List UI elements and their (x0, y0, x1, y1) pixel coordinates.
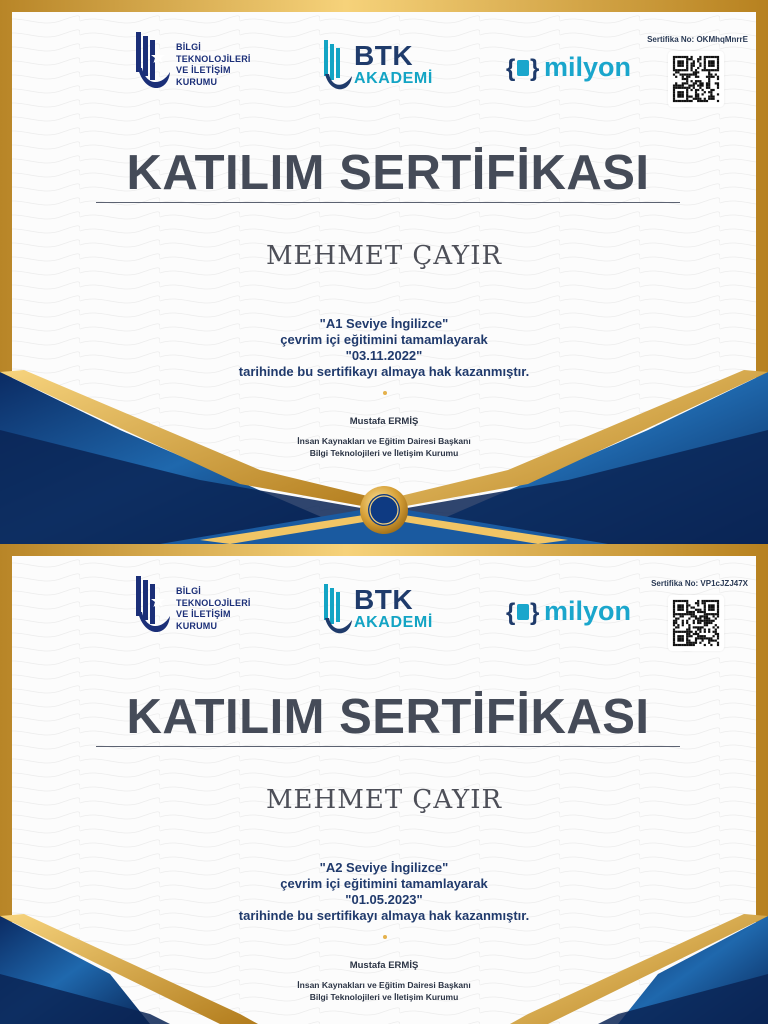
signer-institution: Bilgi Teknolojileri ve İletişim Kurumu (309, 448, 459, 458)
milyon-brackets-icon (506, 596, 542, 628)
kurum-emblem-icon (134, 28, 174, 96)
btk-akademi-logo (322, 584, 452, 640)
separator-dot (383, 391, 387, 395)
btk-emblem-icon (322, 584, 352, 636)
svg-text:{: { (506, 599, 516, 626)
kurum-emblem-icon (134, 572, 174, 640)
completion-date: "03.11.2022" (345, 348, 423, 363)
certificate-number: Sertifika No: VP1cJZJ47X (651, 579, 748, 588)
btk-kurum-logo (134, 28, 264, 96)
qr-code[interactable] (668, 595, 724, 651)
kurum-logo-text: BİLGİ TEKNOLOJİLERİ VE İLETİŞİM KURUMU (176, 586, 251, 631)
body-line: çevrim içi eğitimini tamamlayarak (280, 332, 488, 347)
course-name: "A2 Seviye İngilizce" (319, 860, 449, 875)
course-name: "A1 Seviye İngilizce" (319, 316, 449, 331)
body-line: tarihinde bu sertifikayı almaya hak kazanmıştır. (238, 364, 530, 379)
signer-title: İnsan Kaynakları ve Eğitim Dairesi Başkanı (297, 980, 471, 990)
recipient-name: MEHMET ÇAYIR (265, 785, 503, 815)
milyon-logo-text: milyon (544, 596, 632, 626)
certificate-body (0, 316, 768, 380)
signer-name: Mustafa ERMİŞ (349, 960, 419, 971)
svg-text:}: } (530, 599, 540, 626)
title-divider (96, 202, 680, 203)
signer-name: Mustafa ERMİŞ (349, 416, 419, 427)
completion-date: "01.05.2023" (345, 892, 423, 907)
btk-akademi-logo (322, 40, 452, 96)
title-divider (96, 746, 680, 747)
certificate-number: Sertifika No: OKMhqMnrrE (647, 35, 748, 44)
body-line: tarihinde bu sertifikayı almaya hak kazanmıştır. (238, 908, 530, 923)
svg-text:}: } (530, 55, 540, 82)
signer-role (0, 979, 768, 1003)
milyon-logo (506, 52, 646, 86)
milyon-logo (506, 596, 646, 630)
milyon-brackets-icon (506, 52, 542, 84)
certificate-body (0, 860, 768, 924)
milyon-logo-text: milyon (544, 52, 632, 82)
recipient-name: MEHMET ÇAYIR (265, 241, 503, 271)
btk-logo-text: BTK (354, 584, 414, 615)
signer-institution: Bilgi Teknolojileri ve İletişim Kurumu (309, 992, 459, 1002)
kurum-logo-text: BİLGİ TEKNOLOJİLERİ VE İLETİŞİM KURUMU (176, 42, 251, 87)
certificate-title: KATILIM SERTİFİKASI (126, 146, 650, 200)
akademi-logo-text: AKADEMİ (354, 614, 433, 631)
btk-kurum-logo (134, 572, 264, 640)
certificate-title: KATILIM SERTİFİKASI (126, 690, 650, 744)
body-line: çevrim içi eğitimini tamamlayarak (280, 876, 488, 891)
btk-logo-text: BTK (354, 40, 414, 71)
btk-emblem-icon (322, 40, 352, 92)
signer-title: İnsan Kaynakları ve Eğitim Dairesi Başkanı (297, 436, 471, 446)
signer-role (0, 435, 768, 459)
certificate-2 (0, 544, 768, 1024)
svg-text:{: { (506, 55, 516, 82)
qr-code[interactable] (668, 51, 724, 107)
separator-dot (383, 935, 387, 939)
akademi-logo-text: AKADEMİ (354, 70, 433, 87)
